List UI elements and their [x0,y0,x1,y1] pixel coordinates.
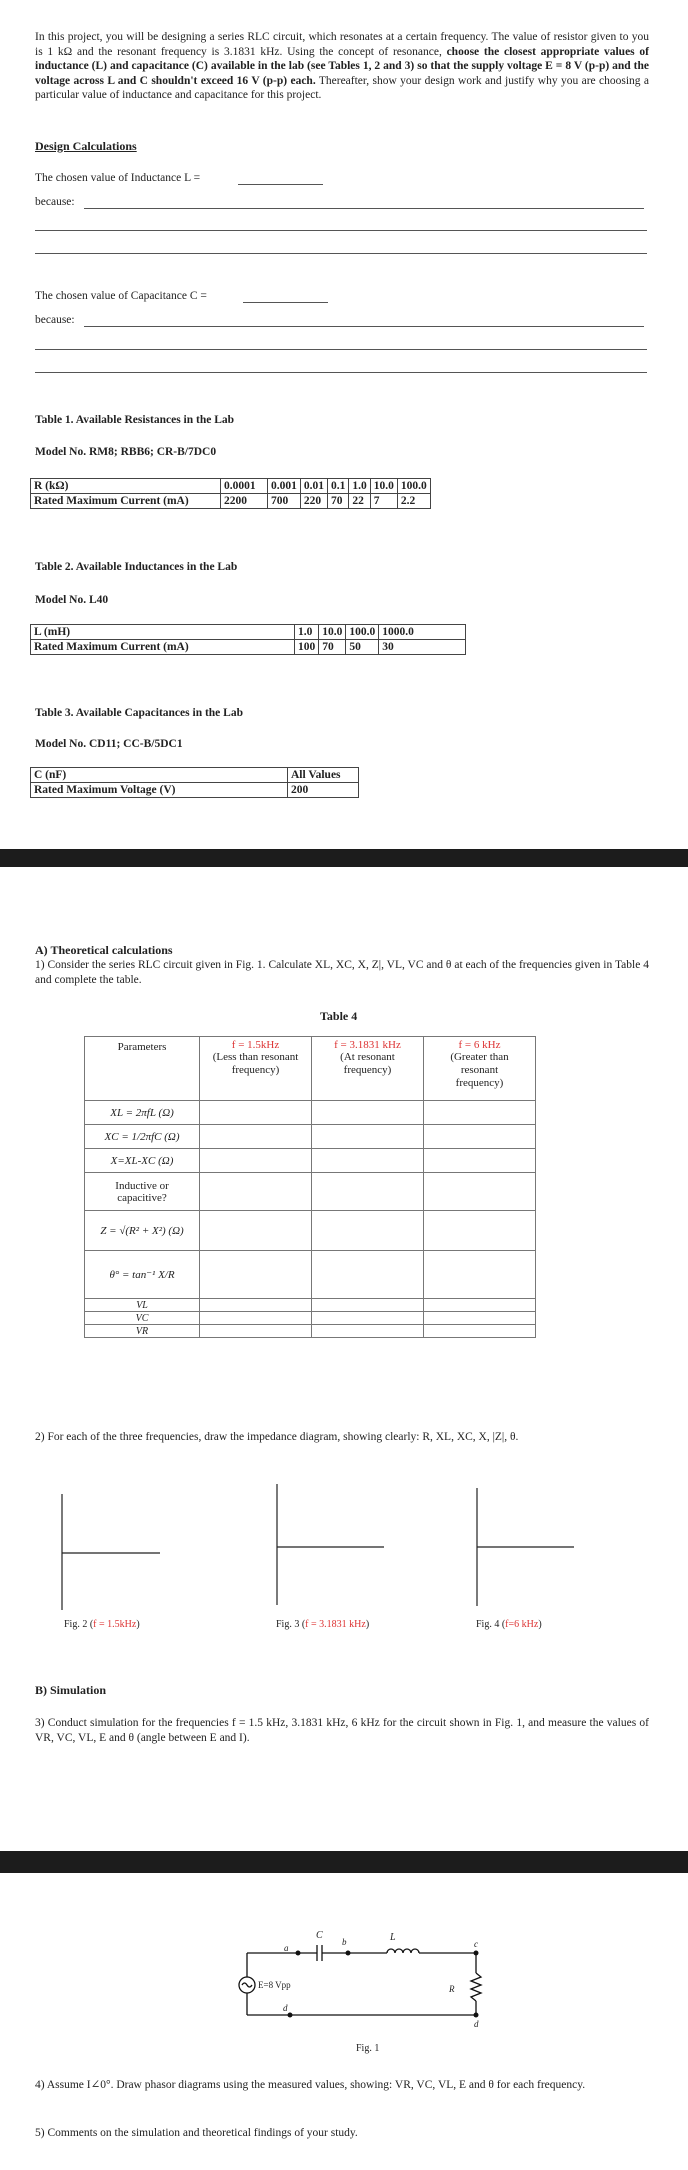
because-line-2c[interactable] [35,372,647,373]
table1-cell: 700 [268,494,301,509]
table2-model: Model No. L40 [35,594,109,606]
design-heading: Design Calculations [35,139,137,153]
fig2-caption: Fig. 2 (f = 1.5kHz) [64,1619,140,1630]
table4-row-label: Inductive or capacitive? [85,1173,200,1211]
table2-cell: 1.0 [295,625,319,640]
table1-cell: 70 [328,494,349,509]
question-4: 4) Assume I∠0°. Draw phasor diagrams using the measured values, showing: VR, VC, VL, E and θ for each frequency. [35,2079,586,2091]
table1-cell: 0.0001 [221,479,268,494]
node-c [474,1951,479,1956]
table1-resistances [30,478,431,509]
table2-cell: 50 [346,640,379,655]
table4-row-label: VC [85,1312,200,1325]
because-line-1a[interactable] [84,208,644,209]
section-a-heading: A) Theoretical calculations [35,943,173,957]
table1-cell: 220 [300,494,327,509]
table3-cell: All Values [288,768,359,783]
because-label-1: because: [35,196,75,208]
table4-col-f1: f = 1.5kHz (Less than resonant frequency) [200,1037,312,1101]
intro-paragraph: In this project, you will be designing a series RLC circuit, which resonates at a certain frequency. The value of resistor given to you is 1 kΩ and the resonant frequency is 3.1831 kHz. Using the concept of resonance, choose the closest appropriate values of inductance (L) and capacitance (C) available in the lab (see Tables 1, 2 and 3) so that the supply voltage E = 8 V (p-p) and the voltage across L and C shouldn't exceed 16 V (p-p) each. Thereafter, show your design work and justify why you are choosing a particular value of inductance and capacitance for this project. [35,31,650,101]
table2-cell: 1000.0 [379,625,466,640]
table4-row-label: VR [85,1325,200,1338]
table3-model: Model No. CD11; CC-B/5DC1 [35,738,183,750]
table3-capacitances [30,767,359,798]
table2-header: L (mH) [31,625,295,640]
impedance-axes [0,1480,688,1620]
inductance-label: The chosen value of Inductance L = [35,172,201,184]
table1-cell: 10.0 [370,479,397,494]
question-2: 2) For each of the three frequencies, draw the impedance diagram, showing clearly: R, XL, XC, X, |Z|, θ. [35,1431,519,1443]
table2-cell: 70 [319,640,346,655]
table4-col-parameters: Parameters [85,1037,200,1101]
table2-cell: 30 [379,640,466,655]
capacitance-label: The chosen value of Capacitance C = [35,290,207,302]
table4-col-f2: f = 3.1831 kHz (At resonant frequency) [312,1037,424,1101]
node-a [296,1951,301,1956]
table4-row-label: X=XL-XC (Ω) [85,1149,200,1173]
table1-cell: 2.2 [397,494,430,509]
axis-fig3 [277,1484,384,1605]
table1-cell: 1.0 [349,479,370,494]
fig3-caption: Fig. 3 (f = 3.1831 kHz) [276,1619,370,1630]
because-line-2b[interactable] [35,349,647,350]
table4-row-label: VL [85,1299,200,1312]
table1-cell: 2200 [221,494,268,509]
label-C: C [316,1930,323,1941]
table4-calculations [84,1036,536,1338]
axis-fig4 [477,1488,574,1606]
because-line-2a[interactable] [84,326,644,327]
table4-row-label: XL = 2πfL (Ω) [85,1101,200,1125]
because-line-1c[interactable] [35,253,647,254]
table1-cell: 7 [370,494,397,509]
axis-fig2 [62,1494,160,1610]
fig1-caption: Fig. 1 [356,2043,380,2054]
table2-cell: 100.0 [346,625,379,640]
label-a: a [284,1943,289,1953]
table4-col-f3: f = 6 kHz (Greater than resonant frequency) [423,1037,535,1101]
table2-header: Rated Maximum Current (mA) [31,640,295,655]
question-1: 1) Consider the series RLC circuit given in Fig. 1. Calculate XL, XC, X, Z|, VL, VC and θ at each of the frequencies given in Table 4 and complete the table. [35,959,649,986]
table1-header: R (kΩ) [31,479,221,494]
question-5: 5) Comments on the simulation and theoretical findings of your study. [35,2127,358,2139]
table3-header: C (nF) [31,768,288,783]
label-R: R [449,1984,455,1994]
table1-cell: 0.001 [268,479,301,494]
table1-title: Table 1. Available Resistances in the Lab [35,414,235,426]
section-b-heading: B) Simulation [35,1683,107,1697]
table2-cell: 10.0 [319,625,346,640]
table4-row-label: XC = 1/2πfC (Ω) [85,1125,200,1149]
because-line-1b[interactable] [35,230,647,231]
table4-title: Table 4 [320,1009,358,1023]
label-d-left: d [283,2003,288,2013]
table1-cell: 0.1 [328,479,349,494]
label-d-right: d [474,2019,479,2029]
page-separator [0,849,688,867]
node-d [474,2013,479,2018]
table3-header: Rated Maximum Voltage (V) [31,783,288,798]
table1-cell: 22 [349,494,370,509]
table4-row-label: θ° = tan⁻¹ X/R [85,1251,200,1299]
table2-cell: 100 [295,640,319,655]
inductance-answer-line[interactable] [238,184,323,185]
table1-cell: 100.0 [397,479,430,494]
table3-cell: 200 [288,783,359,798]
label-L: L [390,1932,396,1943]
label-b: b [342,1937,347,1947]
question-3: 3) Conduct simulation for the frequencies f = 1.5 kHz, 3.1831 kHz, 6 kHz for the circuit shown in Fig. 1, and measure the values of VR, VC, VL, E and θ (angle between E and I). [35,1717,649,1744]
table1-model: Model No. RM8; RBB6; CR-B/7DC0 [35,446,217,458]
node-d2 [288,2013,293,2018]
label-source: E=8 Vpp [258,1980,291,1990]
table2-inductances [30,624,466,655]
table3-title: Table 3. Available Capacitances in the Lab [35,707,243,719]
because-label-2: because: [35,314,75,326]
table1-header: Rated Maximum Current (mA) [31,494,221,509]
table4-row-label: Z = √(R² + X²) (Ω) [85,1211,200,1251]
table2-title: Table 2. Available Inductances in the Lab [35,561,238,573]
label-c: c [474,1939,478,1949]
page-separator-2 [0,1851,688,1873]
table1-cell: 0.01 [300,479,327,494]
fig4-caption: Fig. 4 (f=6 kHz) [476,1619,542,1630]
capacitance-answer-line[interactable] [243,302,328,303]
node-b [346,1951,351,1956]
